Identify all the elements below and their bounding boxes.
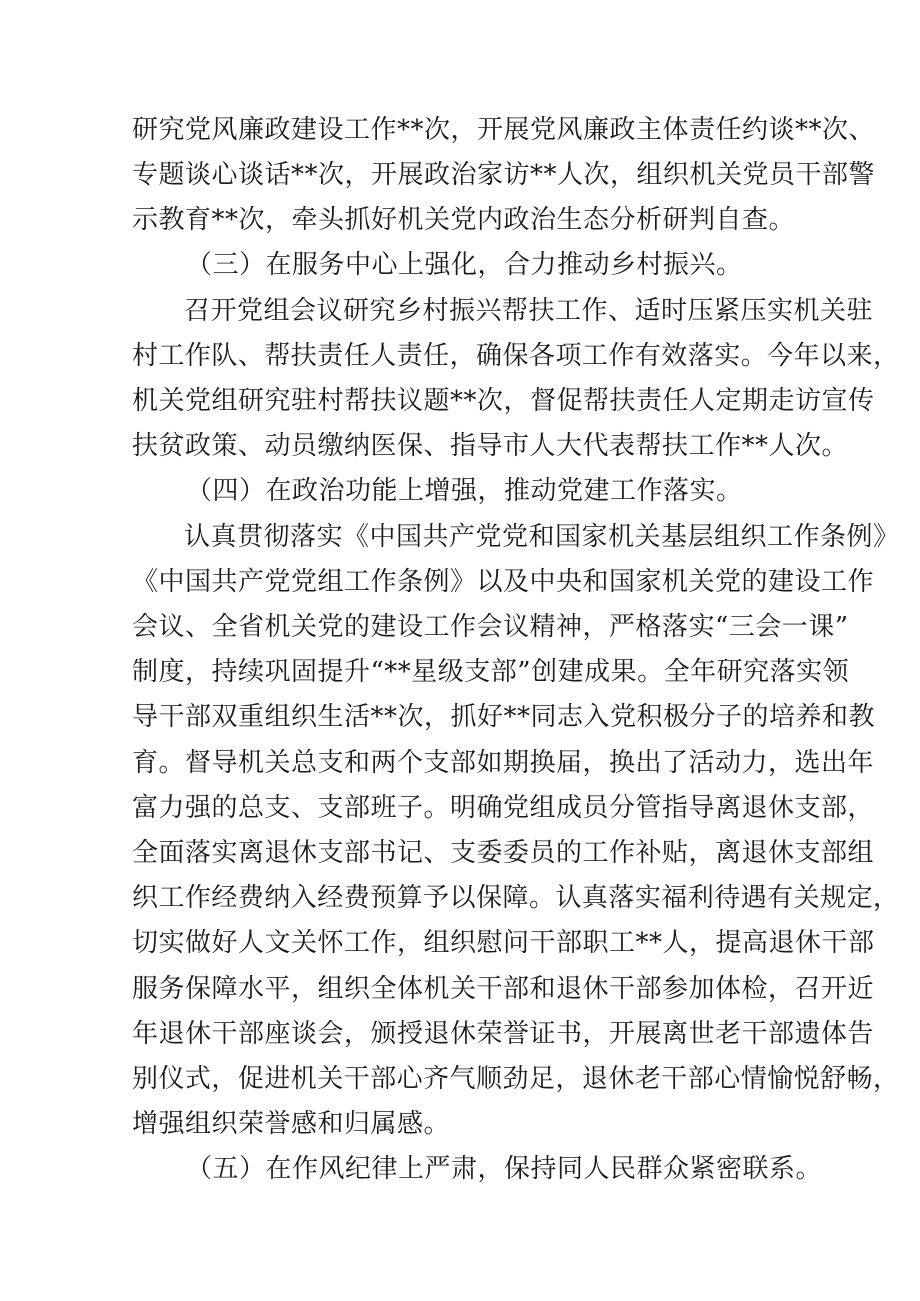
text-line: 织工作经费纳入经费预算予以保障。认真落实福利待遇有关规定，	[132, 883, 900, 913]
text-line: 全面落实离退休支部书记、支委委员的工作补贴，离退休支部组	[132, 838, 875, 868]
section-heading-4: （四）在政治功能上增强，推动党建工作落实。	[186, 476, 743, 506]
text-line: 《中国共产党党组工作条例》以及中央和国家机关党的建设工作	[132, 567, 875, 597]
text-line: 增强组织荣誉感和归属感。	[132, 1109, 451, 1139]
text-line: 村工作队、帮扶责任人责任，确保各项工作有效落实。今年以来，	[132, 341, 900, 371]
text-line: 专题谈心谈话**次，开展政治家访**人次，组织机关党员干部警	[132, 160, 876, 190]
text-line: 年退休干部座谈会，颁授退休荣誉证书，开展离世老干部遗体告	[132, 1019, 875, 1049]
text-line: 服务保障水平，组织全体机关干部和退休干部参加体检，召开近	[132, 974, 875, 1004]
text-line: 研究党风廉政建设工作**次，开展党风廉政主体责任约谈**次、	[132, 115, 876, 145]
text-line: 扶贫政策、动员缴纳医保、指导市人大代表帮扶工作**人次。	[132, 431, 849, 461]
section-heading-5: （五）在作风纪律上严肃，保持同人民群众紧密联系。	[186, 1154, 823, 1184]
text-line: 示教育**次，牵头抓好机关党内政治生态分析研判自查。	[132, 205, 796, 235]
text-line: 制度，持续巩固提升“**星级支部”创建成果。全年研究落实领	[132, 657, 850, 687]
text-line: 认真贯彻落实《中国共产党党和国家机关基层组织工作条例》	[184, 522, 900, 552]
text-line: 富力强的总支、支部班子。明确党组成员分管指导离退休支部，	[132, 793, 875, 823]
text-line: 会议、全省机关党的建设工作会议精神，严格落实“三会一课”	[132, 612, 849, 642]
text-line: 导干部双重组织生活**次，抓好**同志入党积极分子的培养和教	[132, 702, 876, 732]
text-line: 机关党组研究驻村帮扶议题**次，督促帮扶责任人定期走访宣传	[132, 386, 875, 416]
section-heading-3: （三）在服务中心上强化，合力推动乡村振兴。	[186, 250, 743, 280]
text-line: 召开党组会议研究乡村振兴帮扶工作、适时压紧压实机关驻	[184, 296, 874, 326]
text-line: 切实做好人文关怀工作，组织慰问干部职工**人，提高退休干部	[132, 928, 875, 958]
text-line: 育。督导机关总支和两个支部如期换届，换出了活动力，选出年	[132, 748, 875, 778]
text-line: 别仪式，促进机关干部心齐气顺劲足，退休老干部心情愉悦舒畅，	[132, 1064, 900, 1094]
